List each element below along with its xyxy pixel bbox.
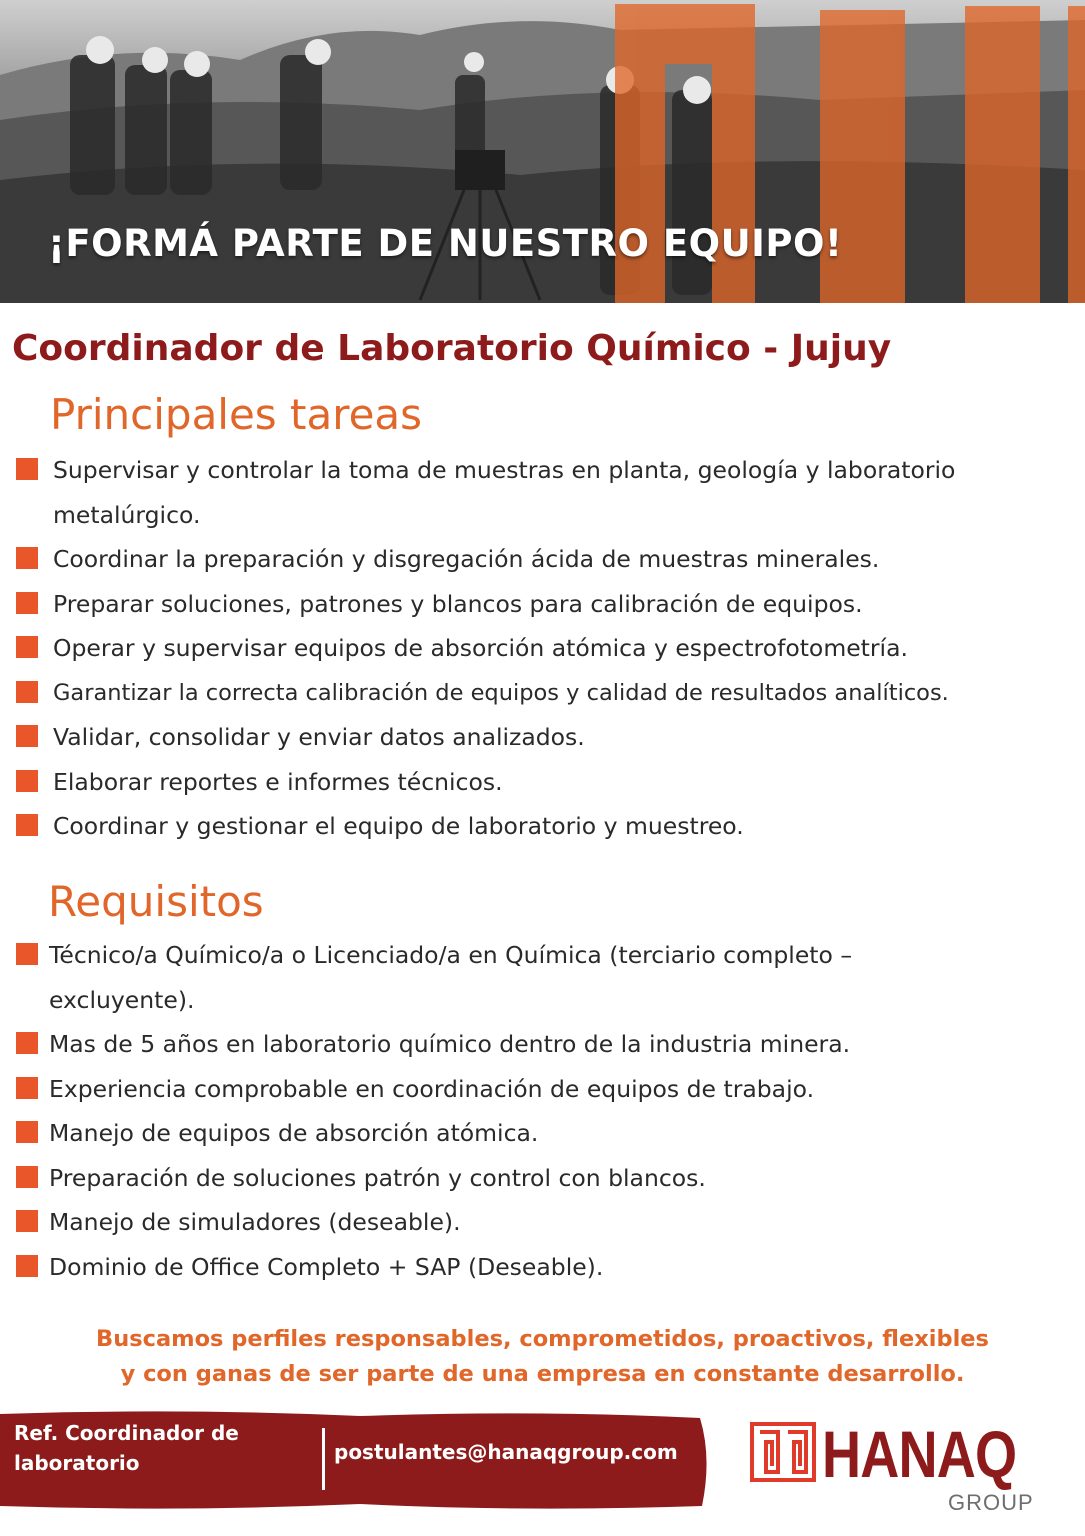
bullet-square-icon [16,592,38,614]
bullet-square-icon [16,636,38,658]
task-text: Coordinar y gestionar el equipo de laboratorio y muestreo. [53,812,744,840]
task-text: Preparar soluciones, patrones y blancos para calibración de equipos. [53,589,863,618]
bullet-square-icon [16,1210,38,1232]
bullet-square-icon [16,681,38,703]
list-item [16,760,1056,805]
requirement-text: Mas de 5 años en laboratorio químico dentro de la industria minera. [49,1030,851,1058]
task-text: Garantizar la correcta calibración de equipos y calidad de resultados analíticos. [53,679,949,706]
task-text: Elaborar reportes e informes técnicos. [53,767,503,796]
task-text: Validar, consolidar y enviar datos analizados. [53,723,585,751]
list-item [16,1067,1056,1112]
bullet-square-icon [16,1121,38,1143]
hanaq-logo [748,1417,1038,1520]
bullet-square-icon [16,814,38,836]
bullet-square-icon [16,1166,38,1188]
requirement-text: Dominio de Office Completo + SAP (Deseable). [49,1252,604,1281]
slogan [0,1322,1085,1392]
bullet-square-icon [16,943,38,965]
bullet-square-icon [16,1077,38,1099]
bullet-square-icon [16,458,38,480]
list-item [16,582,1056,627]
bullet-square-icon [16,547,38,569]
list-item [16,1022,1056,1067]
tasks-heading: Principales tareas [50,390,423,439]
list-item [16,1111,1056,1156]
reference-text [14,1418,239,1478]
logo-wordmark: HANAQ [822,1417,1017,1491]
task-text: Supervisar y controlar la toma de muestras en planta, geología y laboratorio metalúrgico. [53,456,956,529]
bullet-square-icon [16,1255,38,1277]
requirement-text: Técnico/a Químico/a o Licenciado/a en Química (terciario completo – excluyente). [49,941,853,1014]
list-item [16,1156,1056,1201]
task-text: Coordinar la preparación y disgregación ácida de muestras minerales. [53,545,880,573]
job-title: Coordinador de Laboratorio Químico - Jujuy [12,328,892,369]
reference-line-2: laboratorio [14,1451,140,1475]
task-text: Operar y supervisar equipos de absorción atómica y espectrofotometría. [53,634,908,662]
slogan-line-2: y con ganas de ser parte de una empresa en constante desarrollo. [120,1361,965,1387]
slogan-line-1: Buscamos perfiles responsables, comprometidos, proactivos, flexibles [96,1326,989,1352]
header-banner [0,0,1085,303]
requirement-text: Experiencia comprobable en coordinación de equipos de trabajo. [49,1074,815,1103]
bullet-square-icon [16,1032,38,1054]
list-item [16,1200,1056,1245]
list-item [16,537,1056,582]
requirements-heading: Requisitos [48,877,264,926]
list-item [16,804,1056,849]
requirement-text: Manejo de equipos de absorción atómica. [49,1119,539,1147]
list-item [16,1245,1056,1290]
requirements-list [16,933,1056,1289]
banner-headline: ¡FORMÁ PARTE DE NUESTRO EQUIPO! [48,222,843,265]
logo-subtitle: GROUP [948,1490,1034,1515]
list-item [16,448,1056,537]
requirement-text: Manejo de simuladores (deseable). [49,1208,461,1236]
footer-divider [322,1428,325,1490]
bullet-square-icon [16,725,38,747]
list-item [16,715,1056,760]
requirement-text: Preparación de soluciones patrón y control con blancos. [49,1163,706,1192]
bullet-square-icon [16,770,38,792]
list-item [16,933,1056,1022]
reference-line-1: Ref. Coordinador de [14,1421,239,1445]
hanaq-emblem-icon [750,1422,816,1482]
list-item [16,671,1056,716]
tasks-list [16,448,1056,849]
list-item [16,626,1056,671]
contact-email-link[interactable]: postulantes@hanaqgroup.com [334,1440,678,1464]
